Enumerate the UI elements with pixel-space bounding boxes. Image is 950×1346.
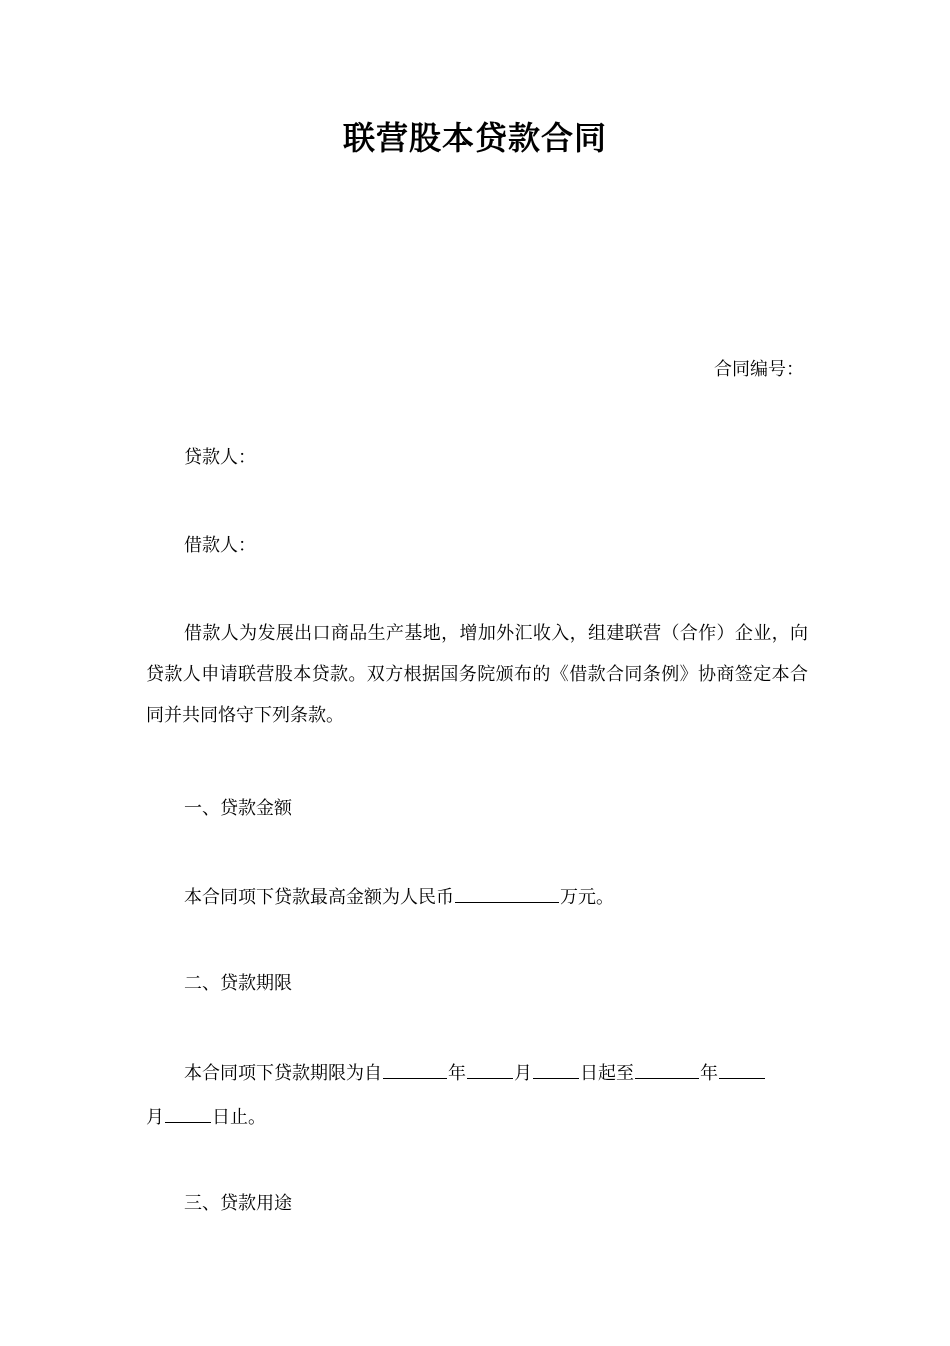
start-month-label: 月 [514, 1063, 532, 1084]
section-2-text-line2 [146, 1103, 806, 1132]
amount-blank [455, 883, 559, 903]
end-year-blank [635, 1059, 699, 1079]
end-month-label: 月 [146, 1107, 164, 1128]
end-day-label: 日止。 [212, 1107, 266, 1128]
section-1-text [146, 883, 844, 912]
end-month-blank [719, 1059, 765, 1079]
borrower-label: 借款人： [184, 535, 256, 556]
section-2-text-line1 [146, 1059, 844, 1088]
section-3-heading: 三、贷款用途 [184, 1193, 292, 1214]
start-day-label: 日起至 [580, 1063, 634, 1084]
lender-label: 贷款人： [184, 447, 256, 468]
section-2-heading: 二、贷款期限 [184, 973, 292, 994]
end-day-blank [165, 1103, 211, 1123]
intro-paragraph: 借款人为发展出口商品生产基地，增加外汇收入，组建联营（合作）企业，向贷款人申请联营股本贷款。双方根据国务院颁布的《借款合同条例》协商签定本合同并共同恪守下列条款。 [146, 623, 808, 726]
end-year-label: 年 [700, 1063, 718, 1084]
section-2-text-start: 本合同项下贷款期限为自 [184, 1063, 382, 1084]
start-month-blank [467, 1059, 513, 1079]
document-title: 联营股本贷款合同 [342, 119, 607, 157]
contract-number-label: 合同编号： [714, 359, 804, 380]
section-1-text-end: 万元。 [560, 887, 614, 908]
start-day-blank [533, 1059, 579, 1079]
start-year-label: 年 [448, 1063, 466, 1084]
start-year-blank [383, 1059, 447, 1079]
section-1-heading: 一、贷款金额 [184, 798, 292, 819]
section-1-text-start: 本合同项下贷款最高金额为人民币 [184, 887, 454, 908]
